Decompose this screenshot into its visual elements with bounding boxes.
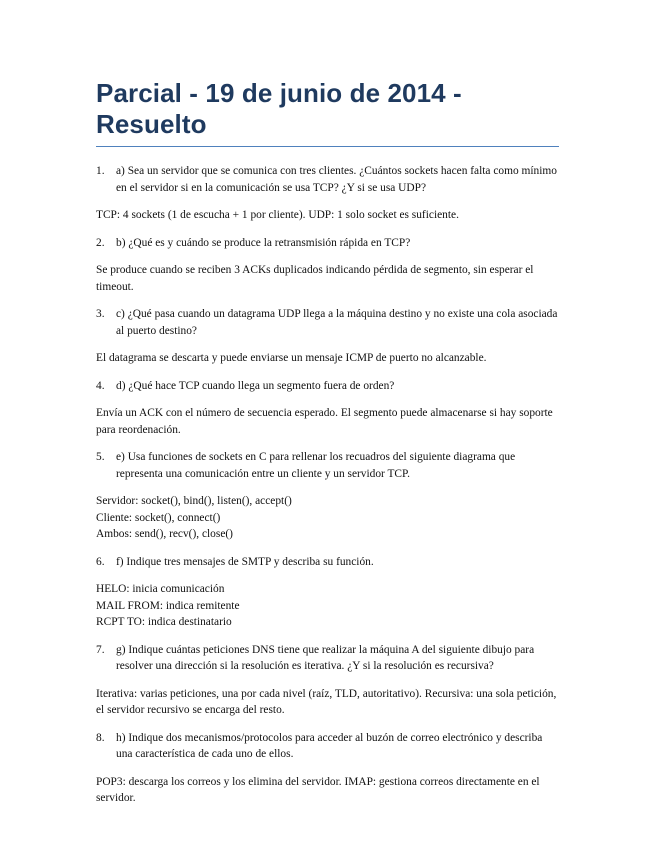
question-text: g) Indique cuántas peticiones DNS tiene que realizar la máquina A del siguiente dibujo para resolver una dirección si la resolución es iterativa. ¿Y si la resolución es recursiva? [116, 643, 535, 672]
question-number: 8. [96, 731, 105, 744]
answer-2 [96, 262, 559, 295]
question-number: 6. [96, 555, 105, 568]
document-body [96, 163, 559, 807]
question-3 [96, 306, 559, 339]
question-number: 3. [96, 308, 105, 320]
question-number: 5. [96, 451, 105, 463]
answer-3 [96, 350, 559, 367]
answer-line: Servidor: socket(), bind(), listen(), accept() [96, 495, 292, 507]
question-6 [96, 554, 559, 571]
page-title: Parcial - 19 de junio de 2014 - Resuelto [96, 78, 559, 147]
question-8 [96, 730, 559, 763]
answer-5 [96, 493, 559, 543]
answer-line: Se produce cuando se reciben 3 ACKs duplicados indicando pérdida de segmento, sin esperar el timeout. [96, 264, 534, 293]
question-text: h) Indique dos mecanismos/protocolos para acceder al buzón de correo electrónico y describa una característica de cada uno de ellos. [116, 731, 543, 760]
answer-line: Envía un ACK con el número de secuencia esperado. El segmento puede almacenarse si hay soporte para reordenación. [96, 407, 553, 436]
question-text: c) ¿Qué pasa cuando un datagrama UDP llega a la máquina destino y no existe una cola asociada al puerto destino? [116, 308, 558, 337]
answer-line: Cliente: socket(), connect() [96, 511, 221, 524]
question-4 [96, 378, 559, 395]
question-text: f) Indique tres mensajes de SMTP y describa su función. [116, 555, 374, 568]
question-2 [96, 235, 559, 252]
question-text: e) Usa funciones de sockets en C para rellenar los recuadros del siguiente diagrama que representa una comunicación entre un cliente y un servidor TCP. [116, 451, 516, 480]
answer-line: HELO: inicia comunicación [96, 583, 225, 595]
answer-line: MAIL FROM: indica remitente [96, 599, 240, 612]
question-text: a) Sea un servidor que se comunica con tres clientes. ¿Cuántos sockets hacen falta como mínimo en el servidor si en la comunicación se usa TCP? ¿Y si se usa UDP? [116, 165, 557, 194]
answer-4 [96, 405, 559, 438]
answer-6 [96, 581, 559, 631]
answer-1 [96, 207, 559, 224]
question-7 [96, 642, 559, 675]
answer-line: Ambos: send(), recv(), close() [96, 528, 233, 540]
question-number: 7. [96, 643, 105, 656]
question-number: 1. [96, 165, 105, 177]
question-number: 4. [96, 379, 105, 392]
answer-7 [96, 686, 559, 719]
question-1 [96, 163, 559, 196]
question-5 [96, 449, 559, 482]
question-text: d) ¿Qué hace TCP cuando llega un segmento fuera de orden? [116, 379, 395, 392]
question-text: b) ¿Qué es y cuándo se produce la retransmisión rápida en TCP? [116, 236, 411, 249]
question-number: 2. [96, 236, 105, 249]
answer-line: POP3: descarga los correos y los elimina del servidor. IMAP: gestiona correos directamente en el servidor. [96, 775, 540, 804]
answer-8 [96, 774, 559, 807]
answer-line: RCPT TO: indica destinatario [96, 616, 232, 628]
answer-line: El datagrama se descarta y puede enviarse un mensaje ICMP de puerto no alcanzable. [96, 352, 487, 364]
answer-line: Iterativa: varias peticiones, una por cada nivel (raíz, TLD, autoritativo). Recursiva: una sola petición, el servidor recursivo se encarga del resto. [96, 687, 557, 716]
answer-line: TCP: 4 sockets (1 de escucha + 1 por cliente). UDP: 1 solo socket es suficiente. [96, 209, 459, 221]
